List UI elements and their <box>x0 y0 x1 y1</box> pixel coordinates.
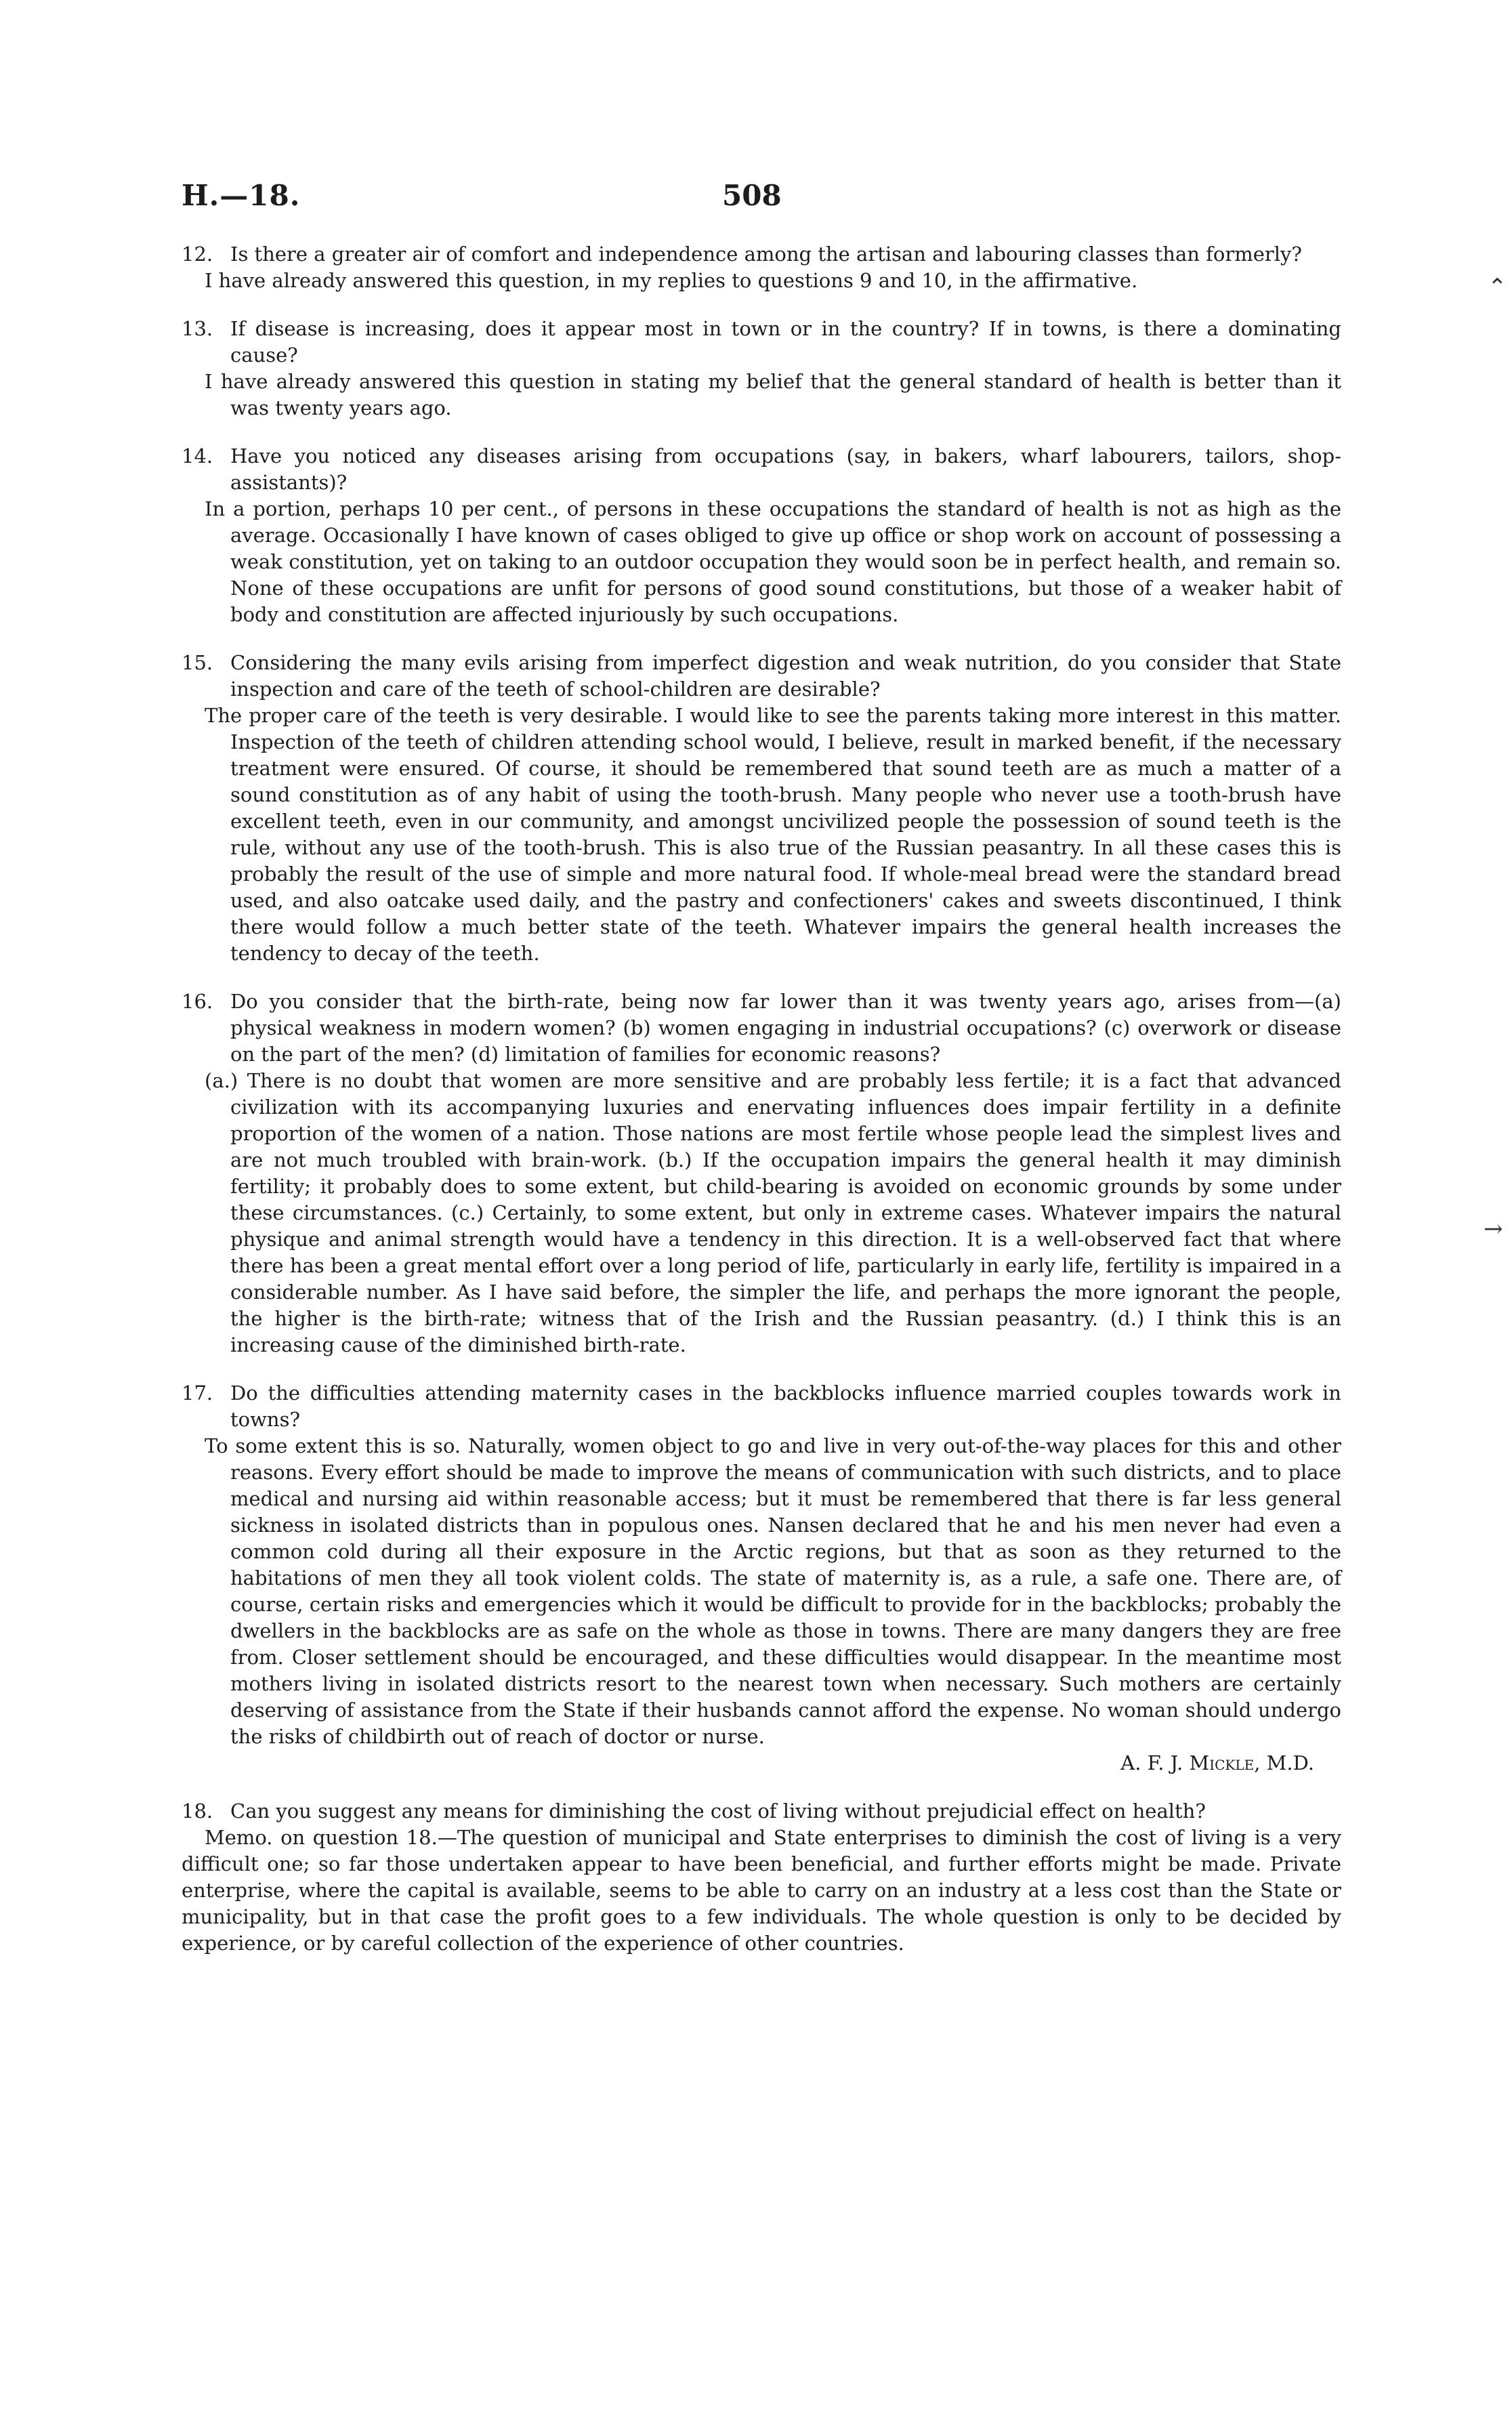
answer-text: To some extent this is so. Naturally, women object to go and live in very out-of-the-way places for this and other reasons. Every effort should be made to improve the means of communication with such districts, and to place medical and nursing aid within reasonable access; but it must be remembered that there is far less general sickness in isolated districts than in populous ones. Nansen declared that he and his men never had even a common cold during all their exposure in the Arctic regions, but that as soon as they returned to the habitations of men they all took violent colds. The state of maternity is, as a rule, a safe one. There are, of course, certain risks and emergencies which it would be difficult to provide for in the backblocks; probably the dwellers in the backblocks are as safe on the whole as those in towns. There are many dangers they are free from. Closer settlement should be encouraged, and these difficulties would disappear. In the meantime most mothers living in isolated districts resort to the nearest town when necessary. Such mothers are certainly deserving of assistance from the State if their husbands cannot afford the expense. No woman should undergo the risks of childbirth out of reach of doctor or nurse. <box>205 1434 1341 1748</box>
question-body: If disease is increasing, does it appear most in town or in the country? If in towns, is there a dominating cause? <box>230 317 1341 367</box>
question-entry-14 <box>182 443 1341 628</box>
margin-mark-icon: ⌃ <box>1488 274 1507 301</box>
question-entry-15 <box>182 650 1341 967</box>
answer-text: The proper care of the teeth is very desirable. I would like to see the parents taking more interest in this matter. Inspection of the teeth of children attending school would, I believe, result in marked benefit, if the necessary treatment were ensured. Of course, it should be remembered that sound teeth are as much a matter of a sound constitution as of any habit of using the tooth-brush. Many people who never use a tooth-brush have excellent teeth, even in our community, and amongst uncivilized people the possession of sound teeth is the rule, without any use of the tooth-brush. This is also true of the Russian peasantry. In all these cases this is probably the result of the use of simple and more natural food. If whole-meal bread were the standard bread used, and also oatcake used daily, and the pastry and confectioners' cakes and sweets discontinued, I think there would follow a much better state of the teeth. Whatever impairs the general health increases the tendency to decay of the teeth. <box>205 704 1341 965</box>
signature: A. F. J. Mickle, M.D. <box>1120 1751 1314 1774</box>
question-body: Can you suggest any means for diminishing the cost of living without prejudicial effect on health? <box>230 1800 1206 1823</box>
question-body: Have you noticed any diseases arising from occupations (say, in bakers, wharf labourers, tailors, shop-assistants)? <box>230 444 1341 494</box>
question-entry-13 <box>182 316 1341 421</box>
page-header-ref: H.—18. <box>182 179 301 212</box>
question-text <box>182 1380 1341 1433</box>
question-number: 18. <box>182 1800 213 1823</box>
question-text <box>182 316 1341 369</box>
question-text <box>182 443 1341 496</box>
answer-text: I have already answered this question, in my replies to questions 9 and 10, in the affirmative. <box>205 269 1138 292</box>
memo-text: Memo. on question 18.—The question of municipal and State enterprises to diminish the cost of living is a very difficult one; so far those undertaken appear to have been beneficial, and further efforts might be made. Private enterprise, where the capital is available, seems to be able to carry on an industry at a less cost than the State or municipality, but in that case the profit goes to a few individuals. The whole question is only to be decided by experience, or by careful collection of the experience of other countries. <box>182 1826 1341 1955</box>
question-number: 13. <box>182 317 213 340</box>
question-number: 17. <box>182 1381 213 1405</box>
question-entry-17 <box>182 1380 1341 1776</box>
question-number: 15. <box>182 651 213 674</box>
answer-text: (a.) There is no doubt that women are more sensitive and are probably less fertile; it is a fact that advanced civilization with its accompanying luxuries and enervating influences does impair fertility in a definite proportion of the women of a nation. Those nations are most fertile whose people lead the simplest lives and are not much troubled with brain-work. (b.) If the occupation impairs the general health it may diminish fertility; it probably does to some extent, but child-bearing is avoided on economic grounds by some under these circumstances. (c.) Certainly, to some extent, but only in extreme cases. Whatever impairs the natural physique and animal strength would have a tendency in this direction. It is a well-observed fact that where there has been a great mental effort over a long period of life, particularly in early life, fertility is impaired in a considerable number. As I have said before, the simpler the life, and perhaps the more ignorant the people, the higher is the birth-rate; witness that of the Irish and the Russian peasantry. (d.) I think this is an increasing cause of the diminished birth-rate. <box>205 1069 1341 1356</box>
page-number: 508 <box>722 179 782 212</box>
question-text <box>182 241 1341 268</box>
question-entry-16 <box>182 989 1341 1358</box>
question-body: Do the difficulties attending maternity cases in the backblocks influence married couples towards work in towns? <box>230 1381 1341 1431</box>
question-entry-12 <box>182 241 1341 294</box>
question-body: Do you consider that the birth-rate, being now far lower than it was twenty years ago, arises from—(a) physical weakness in modern women? (b) women engaging in industrial occupations? (c) overwork or disease on the part of the men? (d) limitation of families for economic reasons? <box>230 990 1341 1066</box>
answer-text: In a portion, perhaps 10 per cent., of persons in these occupations the standard of health is not as high as the average. Occasionally I have known of cases obliged to give up office or shop work on account of possessing a weak constitution, yet on taking to an outdoor occupation they would soon be in perfect health, and remain so. None of these occupations are unfit for persons of good sound constitutions, but those of a weaker habit of body and constitution are affected injuriously by such occupations. <box>205 497 1341 626</box>
answer-text: I have already answered this question in stating my belief that the general standard of health is better than it was twenty years ago. <box>205 370 1341 419</box>
question-number: 12. <box>182 243 213 266</box>
question-text <box>182 650 1341 703</box>
question-body: Is there a greater air of comfort and independence among the artisan and labouring classes than formerly? <box>230 243 1302 266</box>
question-entry-18 <box>182 1798 1341 1957</box>
question-text <box>182 1798 1341 1825</box>
question-number: 16. <box>182 990 213 1013</box>
margin-mark-icon: → <box>1484 1215 1503 1243</box>
document-body <box>182 241 1341 1978</box>
question-number: 14. <box>182 444 213 467</box>
question-body: Considering the many evils arising from imperfect digestion and weak nutrition, do you consider that State inspection and care of the teeth of school-children are desirable? <box>230 651 1341 701</box>
question-text <box>182 989 1341 1068</box>
